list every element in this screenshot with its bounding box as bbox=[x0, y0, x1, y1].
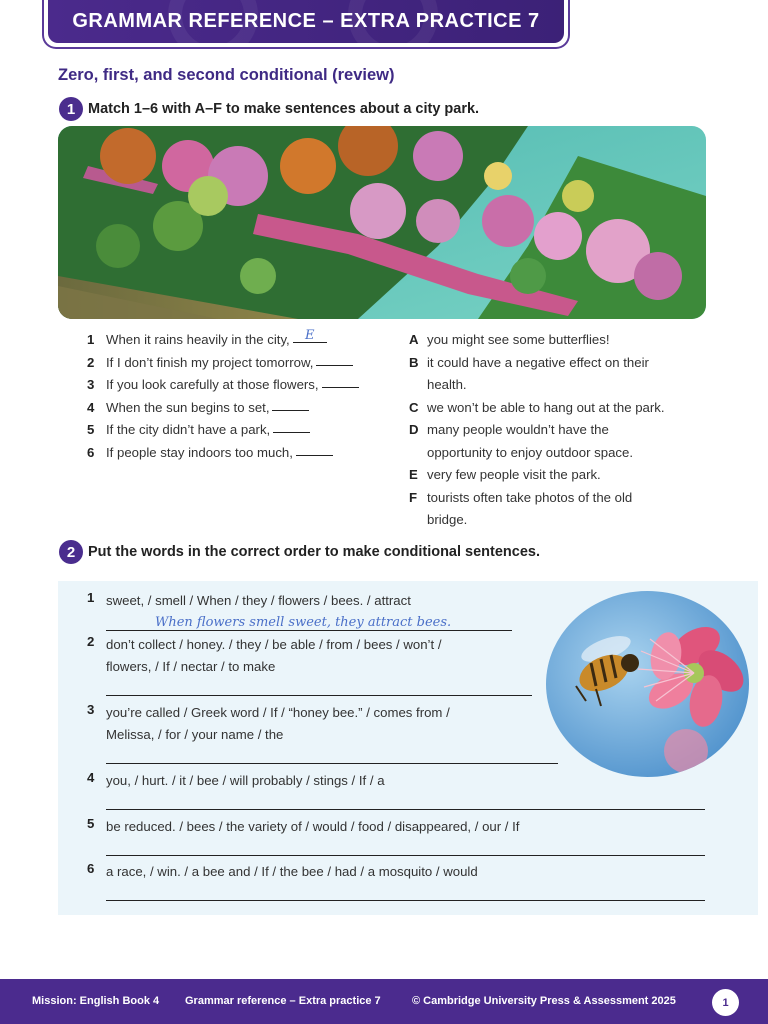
answer-blank[interactable]: E bbox=[293, 329, 327, 343]
header-banner-fill bbox=[48, 0, 564, 43]
option-letter: B bbox=[409, 354, 419, 370]
exercise-number-badge: 1 bbox=[59, 97, 83, 121]
footer-section: Grammar reference – Extra practice 7 bbox=[185, 995, 381, 1007]
handwritten-answer: When flowers smell sweet, they attract bees. bbox=[155, 615, 452, 630]
item-number: 1 bbox=[87, 590, 95, 605]
list-item bbox=[87, 419, 407, 442]
option-text: tourists often take photos of the old bbox=[427, 489, 633, 505]
option-item bbox=[409, 464, 709, 487]
item-number: 5 bbox=[87, 422, 95, 437]
option-item bbox=[409, 397, 709, 420]
word-prompt: don’t collect / honey. / they / be able / from / bees / won’t / bbox=[106, 637, 442, 652]
item-text: When it rains heavily in the city, bbox=[106, 332, 290, 347]
option-letter: C bbox=[409, 399, 419, 415]
option-item-continued bbox=[409, 442, 709, 465]
option-item bbox=[409, 352, 709, 375]
section-title: Zero, first, and second conditional (review) bbox=[58, 66, 395, 84]
answer-blank[interactable] bbox=[296, 442, 333, 456]
sentence-endings-list bbox=[409, 329, 709, 532]
exercise-2-heading bbox=[59, 540, 540, 564]
bee-flower-photo bbox=[546, 591, 749, 777]
word-prompt: be reduced. / bees / the variety of / would / food / disappeared, / our / If bbox=[106, 819, 520, 834]
word-prompt: sweet, / smell / When / they / flowers / bees. / attract bbox=[106, 593, 411, 608]
list-item bbox=[87, 397, 407, 420]
answer-blank[interactable] bbox=[316, 352, 353, 366]
option-text: it could have a negative effect on their bbox=[427, 354, 649, 370]
item-number: 2 bbox=[87, 354, 95, 370]
option-letter: E bbox=[409, 467, 418, 482]
option-letter: F bbox=[409, 489, 418, 505]
option-item bbox=[409, 487, 709, 510]
word-prompt: you’re called / Greek word / If / “honey bee.” / comes from / bbox=[106, 705, 450, 720]
item-number: 3 bbox=[87, 377, 95, 392]
answer-line[interactable] bbox=[106, 855, 705, 856]
footer-book-title: Mission: English Book 4 bbox=[32, 995, 160, 1007]
answer-line[interactable] bbox=[106, 763, 558, 764]
word-prompt: flowers, / If / nectar / to make bbox=[106, 659, 276, 674]
exercise-number-badge: 2 bbox=[59, 540, 83, 564]
item-number: 4 bbox=[87, 399, 95, 415]
header-banner bbox=[42, 0, 570, 49]
option-text: many people wouldn’t have the bbox=[427, 422, 609, 437]
list-item bbox=[87, 352, 407, 375]
option-text: we won’t be able to hang out at the park. bbox=[427, 399, 665, 415]
option-text: you might see some butterflies! bbox=[427, 332, 610, 347]
list-item bbox=[87, 374, 407, 397]
option-item-continued bbox=[409, 509, 709, 532]
item-number: 1 bbox=[87, 332, 95, 347]
page-footer bbox=[0, 979, 768, 1024]
option-item bbox=[409, 419, 709, 442]
item-text: If you look carefully at those flowers, bbox=[106, 377, 319, 392]
item-text: When the sun begins to set, bbox=[106, 399, 270, 415]
park-aerial-photo bbox=[58, 126, 706, 319]
answer-blank[interactable] bbox=[272, 397, 309, 411]
answer-line[interactable] bbox=[106, 809, 705, 810]
item-number: 2 bbox=[87, 634, 95, 649]
option-text: bridge. bbox=[427, 512, 468, 527]
word-prompt: Melissa, / for / your name / the bbox=[106, 727, 284, 742]
item-number: 6 bbox=[87, 444, 95, 460]
answer-line[interactable] bbox=[106, 900, 705, 901]
footer-copyright: © Cambridge University Press & Assessment 2025 bbox=[412, 995, 676, 1007]
option-letter: A bbox=[409, 332, 419, 347]
list-item bbox=[87, 442, 407, 465]
exercise-instruction: Match 1–6 with A–F to make sentences about a city park. bbox=[88, 101, 480, 117]
item-number: 4 bbox=[87, 770, 95, 785]
exercise-1-heading bbox=[59, 97, 479, 121]
item-text: If people stay indoors too much, bbox=[106, 444, 293, 460]
list-item bbox=[87, 329, 407, 352]
answer-blank[interactable] bbox=[322, 374, 359, 388]
item-number: 3 bbox=[87, 702, 95, 717]
option-item bbox=[409, 329, 709, 352]
word-prompt: a race, / win. / a bee and / If / the bee / had / a mosquito / would bbox=[106, 864, 478, 879]
option-text: health. bbox=[427, 377, 467, 392]
sentence-beginnings-list bbox=[87, 329, 407, 464]
answer-blank[interactable] bbox=[273, 419, 310, 433]
option-letter: D bbox=[409, 422, 419, 437]
option-text: opportunity to enjoy outdoor space. bbox=[427, 444, 634, 460]
exercise-instruction: Put the words in the correct order to make conditional sentences. bbox=[88, 544, 541, 560]
item-text: If the city didn’t have a park, bbox=[106, 422, 271, 437]
item-number: 6 bbox=[87, 861, 95, 876]
item-text: If I don’t finish my project tomorrow, bbox=[106, 354, 314, 370]
page-title: GRAMMAR REFERENCE – EXTRA PRACTICE 7 bbox=[72, 10, 540, 32]
answer-line[interactable] bbox=[106, 630, 512, 631]
answer-line[interactable] bbox=[106, 695, 532, 696]
item-number: 5 bbox=[87, 816, 95, 831]
option-text: very few people visit the park. bbox=[427, 467, 601, 482]
page-number-badge: 1 bbox=[712, 989, 739, 1016]
word-prompt: you, / hurt. / it / bee / will probably / stings / If / a bbox=[106, 773, 385, 788]
option-item-continued bbox=[409, 374, 709, 397]
